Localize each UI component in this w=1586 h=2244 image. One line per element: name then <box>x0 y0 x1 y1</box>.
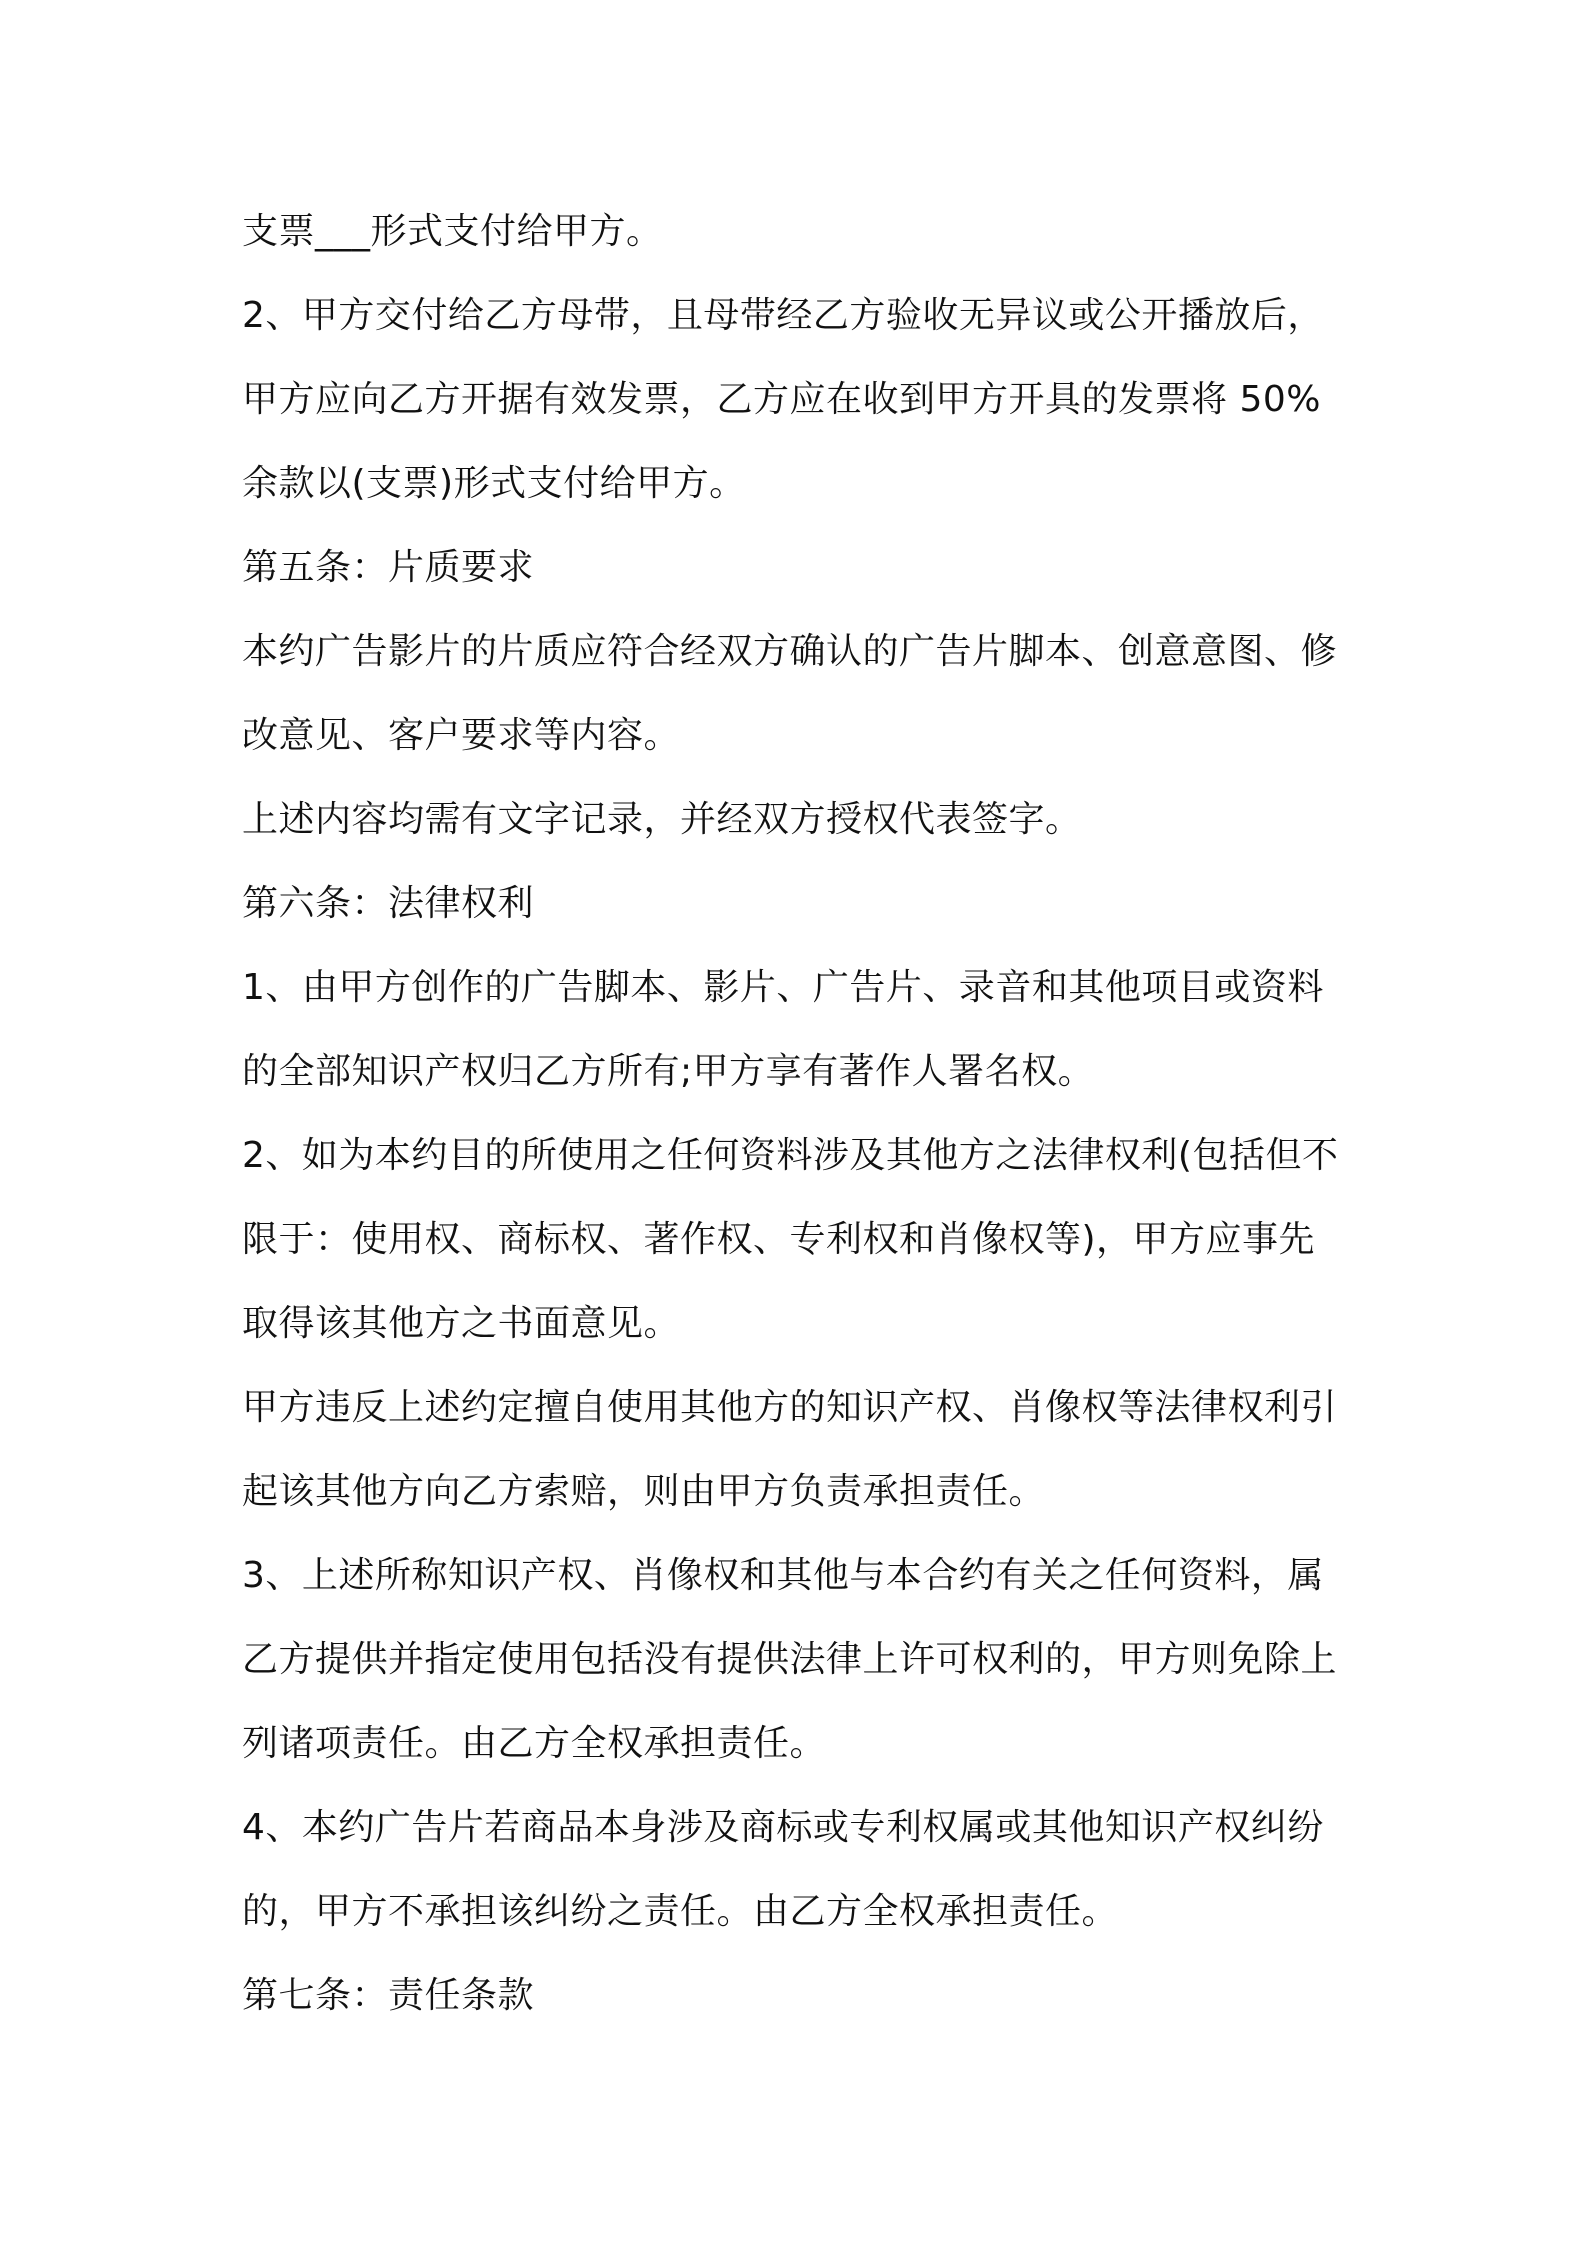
document-body <box>242 190 1354 2038</box>
text-line: 乙方提供并指定使用包括没有提供法律上许可权利的，甲方则免除上 <box>242 1639 1338 1680</box>
text-line: 改意见、客户要求等内容。 <box>242 715 681 756</box>
text-line: 本约广告影片的片质应符合经双方确认的广告片脚本、创意意图、修 <box>242 631 1338 672</box>
section-heading: 第五条：片质要求 <box>242 547 535 588</box>
text-line: 3、上述所称知识产权、肖像权和其他与本合约有关之任何资料，属 <box>242 1555 1324 1596</box>
text-line: 列诸项责任。由乙方全权承担责任。 <box>242 1723 827 1764</box>
text-line: 的，甲方不承担该纠纷之责任。由乙方全权承担责任。 <box>242 1891 1119 1932</box>
text-line: 支票___形式支付给甲方。 <box>242 211 663 252</box>
text-line: 起该其他方向乙方索赔，则由甲方负责承担责任。 <box>242 1471 1046 1512</box>
text-line: 取得该其他方之书面意见。 <box>242 1303 681 1344</box>
text-line: 甲方违反上述约定擅自使用其他方的知识产权、肖像权等法律权利引 <box>242 1387 1338 1428</box>
text-line: 2、甲方交付给乙方母带，且母带经乙方验收无异议或公开播放后， <box>242 295 1324 336</box>
section-heading: 第六条：法律权利 <box>242 883 535 924</box>
section-heading: 第七条：责任条款 <box>242 1975 535 2016</box>
text-line: 甲方应向乙方开据有效发票，乙方应在收到甲方开具的发票将 50% <box>242 379 1321 420</box>
text-line: 1、由甲方创作的广告脚本、影片、广告片、录音和其他项目或资料 <box>242 967 1324 1008</box>
text-line: 上述内容均需有文字记录，并经双方授权代表签字。 <box>242 799 1082 840</box>
text-line: 限于：使用权、商标权、著作权、专利权和肖像权等)，甲方应事先 <box>242 1219 1316 1260</box>
text-line: 4、本约广告片若商品本身涉及商标或专利权属或其他知识产权纠纷 <box>242 1807 1324 1848</box>
text-line: 2、如为本约目的所使用之任何资料涉及其他方之法律权利(包括但不 <box>242 1135 1339 1176</box>
text-line: 的全部知识产权归乙方所有;甲方享有著作人署名权。 <box>242 1051 1095 1092</box>
text-line: 余款以(支票)形式支付给甲方。 <box>242 463 746 504</box>
